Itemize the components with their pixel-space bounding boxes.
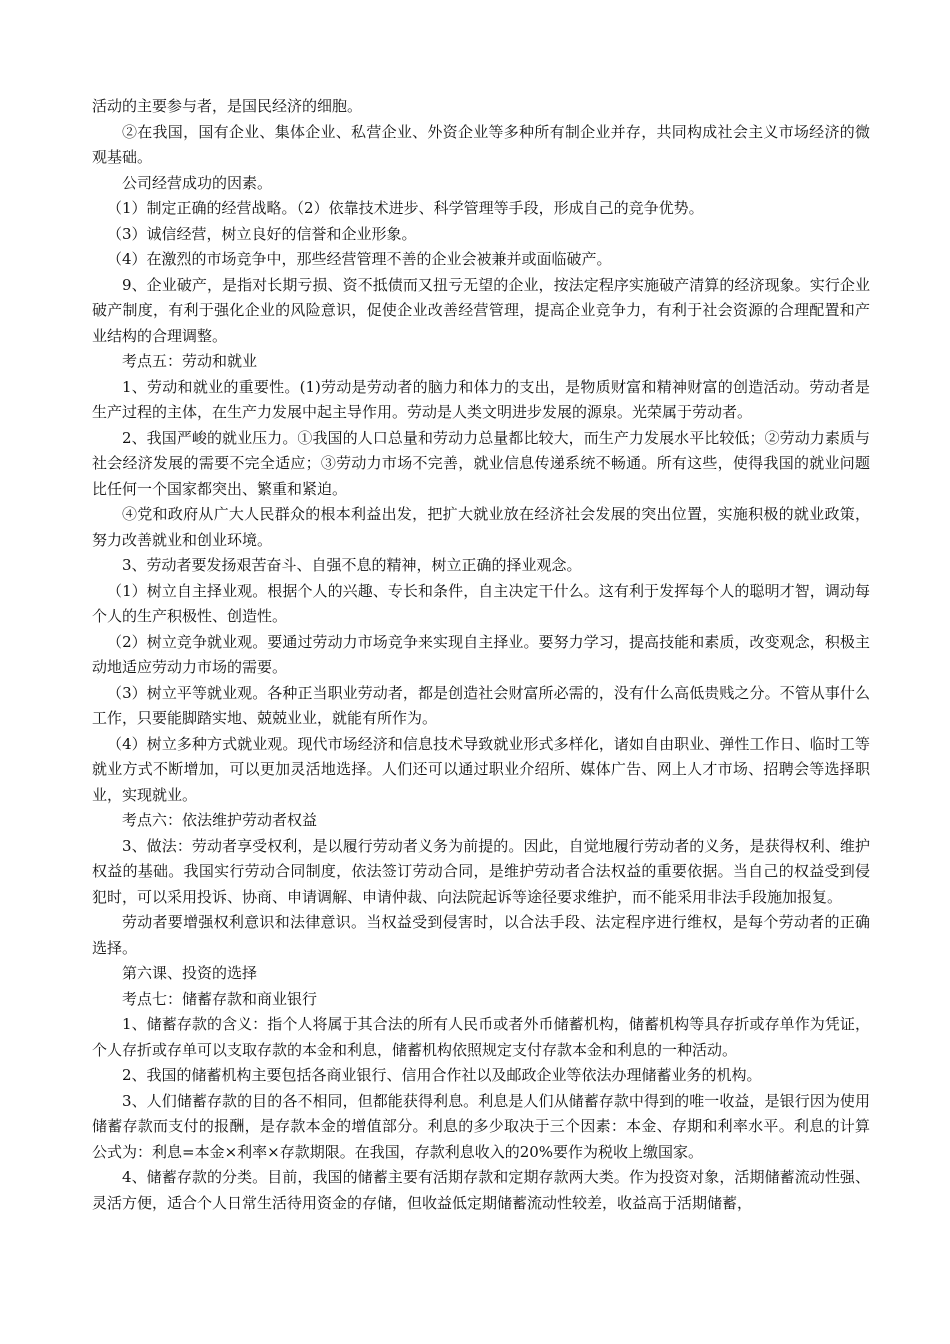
paragraph: 1、劳动和就业的重要性。(1)劳动是劳动者的脑力和体力的支出，是物质财富和精神财富的创造活动。劳动者是生产过程的主体，在生产力发展中起主导作用。劳动是人类文明进步发展的源泉。光荣属于劳动者。	[92, 377, 870, 421]
paragraph: 1、储蓄存款的含义：指个人将属于其合法的所有人民币或者外币储蓄机构，储蓄机构等具存折或存单作为凭证，个人存折或存单可以支取存款的本金和利息，储蓄机构依照规定支付存款本金和利息的一种活动。	[92, 1015, 870, 1059]
paragraph: 3、人们储蓄存款的目的各不相同，但都能获得利息。利息是人们从储蓄存款中得到的唯一收益，是银行因为使用储蓄存款而支付的报酬，是存款本金的增值部分。利息的多少取决于三个因素：本金、存期和利率水平。利息的计算公式为：利息=本金×利率×存款期限。在我国，存款利息收入的20%要作为税收上缴国家。	[92, 1091, 870, 1161]
list-item: （2）树立竞争就业观。要通过劳动力市场竞争来实现自主择业。要努力学习，提高技能和素质，改变观念，积极主动地适应劳动力市场的需要。	[92, 632, 870, 676]
list-item: （4）在激烈的市场竞争中，那些经营管理不善的企业会被兼并或面临破产。	[107, 250, 612, 268]
section-heading: 考点七：储蓄存款和商业银行	[122, 989, 318, 1008]
list-item: （3）诚信经营，树立良好的信誉和企业形象。	[107, 224, 417, 243]
document-page	[92, 94, 870, 1216]
chapter-heading: 第六课、投资的选择	[122, 964, 258, 982]
paragraph: 劳动者要增强权利意识和法律意识。当权益受到侵害时，以合法手段、法定程序进行维权，是每个劳动者的正确选择。	[92, 913, 870, 957]
paragraph: 2、我国严峻的就业压力。①我国的人口总量和劳动力总量都比较大，而生产力发展水平比较低；②劳动力素质与社会经济发展的需要不完全适应；③劳动力市场不完善，就业信息传递系统不畅通。所有这些，使得我国的就业问题比任何一个国家都突出、繁重和紧迫。	[92, 428, 870, 498]
paragraph: 9、企业破产，是指对长期亏损、资不抵债而又扭亏无望的企业，按法定程序实施破产清算的经济现象。实行企业破产制度，有利于强化企业的风险意识，促使企业改善经营管理，提高企业竞争力，有利于社会资源的合理配置和产业结构的合理调整。	[92, 275, 870, 345]
paragraph: 公司经营成功的因素。	[122, 173, 273, 192]
list-item: （1）制定正确的经营战略。（2）依靠技术进步、科学管理等手段，形成自己的竞争优势。	[107, 199, 704, 217]
paragraph: 3、劳动者要发扬艰苦奋斗、自强不息的精神，树立正确的择业观念。	[122, 556, 582, 574]
paragraph: 3、做法：劳动者享受权利，是以履行劳动者义务为前提的。因此，自觉地履行劳动者的义务，是获得权利、维护权益的基础。我国实行劳动合同制度，依法签订劳动合同，是维护劳动者合法权益的重要依据。当自己的权益受到侵犯时，可以采用投诉、协商、申请调解、申请仲裁、向法院起诉等途径要求维护，而不能采用非法手段施加报复。	[92, 836, 870, 906]
list-item: （1）树立自主择业观。根据个人的兴趣、专长和条件，自主决定干什么。这有利于发挥每个人的聪明才智，调动每个人的生产积极性、创造性。	[92, 581, 870, 625]
paragraph: 活动的主要参与者，是国民经济的细胞。	[92, 97, 363, 115]
list-item: （3）树立平等就业观。各种正当职业劳动者，都是创造社会财富所必需的，没有什么高低贵贱之分。不管从事什么工作，只要能脚踏实地、兢兢业业，就能有所作为。	[92, 683, 870, 727]
list-item: （4）树立多种方式就业观。现代市场经济和信息技术导致就业形式多样化，诸如自由职业、弹性工作日、临时工等就业方式不断增加，可以更加灵活地选择。人们还可以通过职业介绍所、媒体广告、网上人才市场、招聘会等选择职业，实现就业。	[92, 734, 870, 804]
section-heading: 考点五：劳动和就业	[122, 352, 258, 370]
paragraph: 4、储蓄存款的分类。目前，我国的储蓄主要有活期存款和定期存款两大类。作为投资对象，活期储蓄流动性强、灵活方便，适合个人日常生活待用资金的存储，但收益低定期储蓄流动性较差，收益高于活期储蓄，	[92, 1168, 870, 1212]
section-heading: 考点六：依法维护劳动者权益	[122, 811, 318, 829]
paragraph: ④党和政府从广大人民群众的根本利益出发，把扩大就业放在经济社会发展的突出位置，实施积极的就业政策，努力改善就业和创业环境。	[92, 505, 870, 549]
paragraph: ②在我国，国有企业、集体企业、私营企业、外资企业等多种所有制企业并存，共同构成社会主义市场经济的微观基础。	[92, 122, 870, 166]
paragraph: 2、我国的储蓄机构主要包括各商业银行、信用合作社以及邮政企业等依法办理储蓄业务的机构。	[122, 1066, 762, 1084]
